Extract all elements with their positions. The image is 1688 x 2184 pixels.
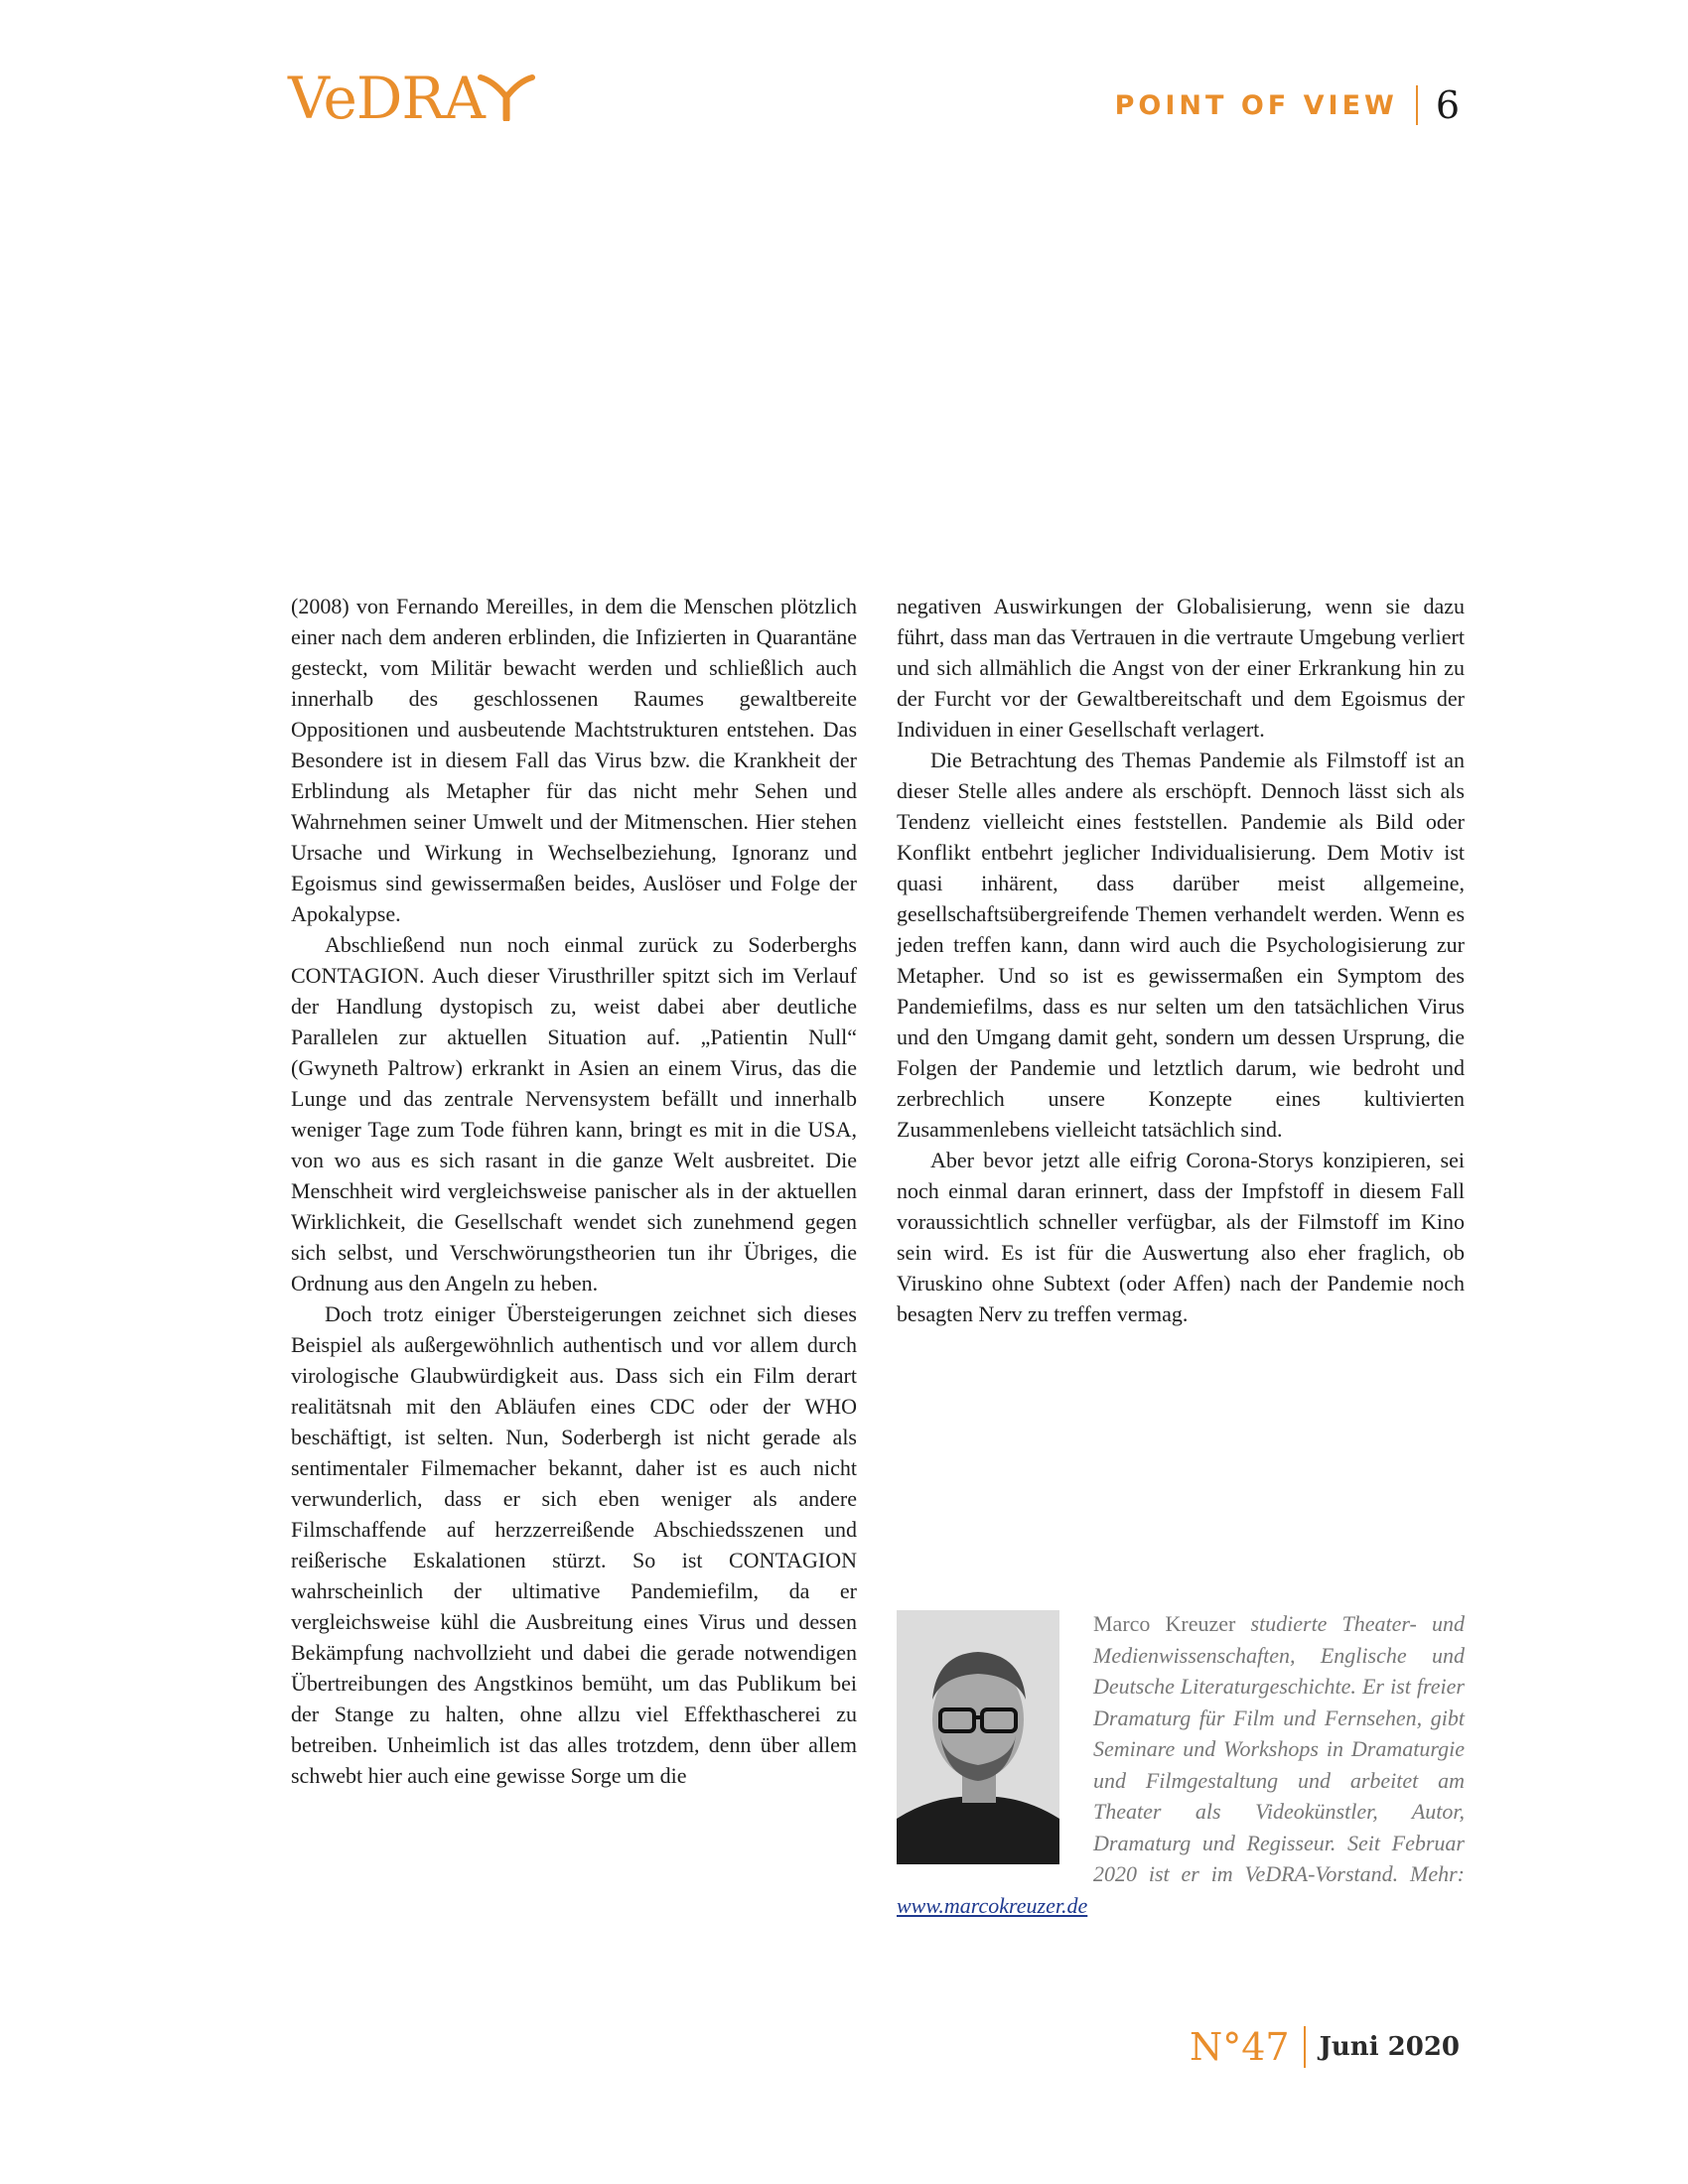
footer-divider — [1304, 2026, 1306, 2068]
paragraph: Abschließend nun noch einmal zurück zu Soderberghs CONTAGION. Auch dieser Virusthriller spitzt sich im Verlauf der Handlung dystopisch zu, weist dabei aber deutliche Parallelen zur aktuellen Situation auf. „Patientin Null“ (Gwyneth Paltrow) erkrankt in Asien an einem Virus, das die Lunge und das zentrale Nervensystem befällt und innerhalb weniger Tage zum Tode führen kann, bringt es mit in die USA, von wo aus es sich rasant in die ganze Welt ausbreitet. Die Menschheit wird vergleichsweise panischer als in der aktuellen Wirklichkeit, die Gesellschaft wendet sich zunehmend gegen sich selbst, und Verschwörungstheorien tun ihr Übriges, die Ordnung aus den Angeln zu heben. — [291, 932, 857, 1296]
author-photo — [897, 1610, 1059, 1864]
page-number: 6 — [1435, 83, 1460, 127]
portrait-image — [897, 1610, 1059, 1864]
paragraph: negativen Auswirkungen der Globalisierung, wenn sie dazu führt, dass man das Vertrauen in die vertraute Umgebung verliert und sich allmählich die Angst von der einer Erkrankung hin zu der Furcht vor der Gewaltbereitschaft und dem Egoismus der Individuen in einer Gesellschaft verlagert. — [897, 594, 1465, 742]
page-footer — [1190, 2025, 1460, 2069]
paragraph: Aber bevor jetzt alle eifrig Corona-Storys konzipieren, sei noch einmal daran erinnert, dass der Impfstoff in diesem Fall voraussichtlich schneller verfügbar, als der Filmstoff im Kino sein wird. Es ist für die Auswertung also eher fraglich, ob Viruskino ohne Subtext (oder Affen) nach der Pandemie noch besagten Nerv zu treffen vermag. — [897, 1148, 1465, 1326]
author-name: Marco Kreuzer — [1093, 1611, 1236, 1636]
paragraph: (2008) von Fernando Mereilles, in dem die Menschen plötzlich einer nach dem anderen erblinden, die Infizierten in Quarantäne gesteckt, vom Militär bewacht werden und schließlich auch innerhalb des geschlossenen Raumes gewaltbereite Oppositionen und ausbeutende Machtstrukturen entstehen. Das Besondere ist in diesem Fall das Virus bzw. die Krankheit der Erblindung als Metapher für das nicht mehr Sehen und Wahrnehmen seiner Umwelt und der Mitmenschen. Hier stehen Ursache und Wirkung in Wechselbeziehung, Ignoranz und Egoismus sind gewissermaßen beides, Auslöser und Folge der Apokalypse. — [291, 594, 857, 926]
vedra-logo: VeDRA — [288, 65, 485, 132]
vedra-y-icon — [477, 73, 536, 121]
author-bio — [897, 1608, 1465, 1921]
article-column-left — [291, 591, 857, 1791]
paragraph: Die Betrachtung des Themas Pandemie als Filmstoff ist an dieser Stelle alles andere als erschöpft. Dennoch lässt sich als Tendenz vielleicht eines feststellen. Pandemie als Bild oder Konflikt entbehrt jeglicher Individualisierung. Dem Motiv ist quasi inhärent, dass darüber meist allgemeine, gesellschaftsübergreifende Themen verhandelt werden. Wenn es jeden treffen kann, dann wird auch die Psychologisierung zur Metapher. Und so ist es gewissermaßen ein Symptom des Pandemiefilms, dass es nur selten um den tatsächlichen Virus und den Umgang damit geht, sondern um dessen Ursprung, die Folgen der Pandemie und letztlich darum, wie bedroht und zerbrechlich unsere Konzepte eines kultivierten Zusammenlebens vielleicht tatsächlich sind. — [897, 748, 1465, 1142]
paragraph: Doch trotz einiger Übersteigerungen zeichnet sich dieses Beispiel als außergewöhnlich authentisch und vor allem durch virologische Glaubwürdigkeit aus. Dass sich ein Film derart realitätsnah mit den Abläufen eines CDC oder der WHO beschäftigt, ist selten. Nun, Soderbergh ist nicht gerade als sentimentaler Filmemacher bekannt, daher ist es auch nicht verwunderlich, dass er sich eben weniger als andere Filmschaffende auf herzzerreißende Abschiedsszenen und reißerische Eskalationen stürzt. So ist CONTAGION wahrscheinlich der ultimative Pandemiefilm, da er vergleichsweise kühl die Ausbreitung eines Virus und dessen Bekämpfung nachvollzieht und dabei die gerade notwendigen Übertreibungen des Angstkinos bemüht, um das Publikum bei der Stange zu halten, ohne allzu viel Effekthascherei zu betreiben. Unheimlich ist das alles trotzdem, denn über allem schwebt hier auch eine gewisse Sorge um die — [291, 1301, 857, 1788]
author-website-link[interactable]: www.marcokreuzer.de — [897, 1892, 1088, 1918]
header-divider — [1416, 85, 1418, 125]
issue-date: Juni 2020 — [1319, 2032, 1460, 2062]
issue-number: N°47 — [1189, 2025, 1290, 2069]
section-title: POINT OF VIEW — [1114, 89, 1398, 121]
article-column-right — [897, 591, 1465, 1329]
bio-text: studierte Theater- und Medienwissenschaften, Englische und Deutsche Literaturgeschichte. Er ist freier Dramaturg für Film und Fernsehen, gibt Seminare und Workshops in Dramaturgie und Filmgestaltung und arbeitet am Theater als Videokünstler, Autor, Dramaturg und Regisseur. Seit Februar 2020 ist er im VeDRA-Vorstand. Mehr: — [1093, 1611, 1465, 1886]
page-header — [1115, 83, 1460, 127]
